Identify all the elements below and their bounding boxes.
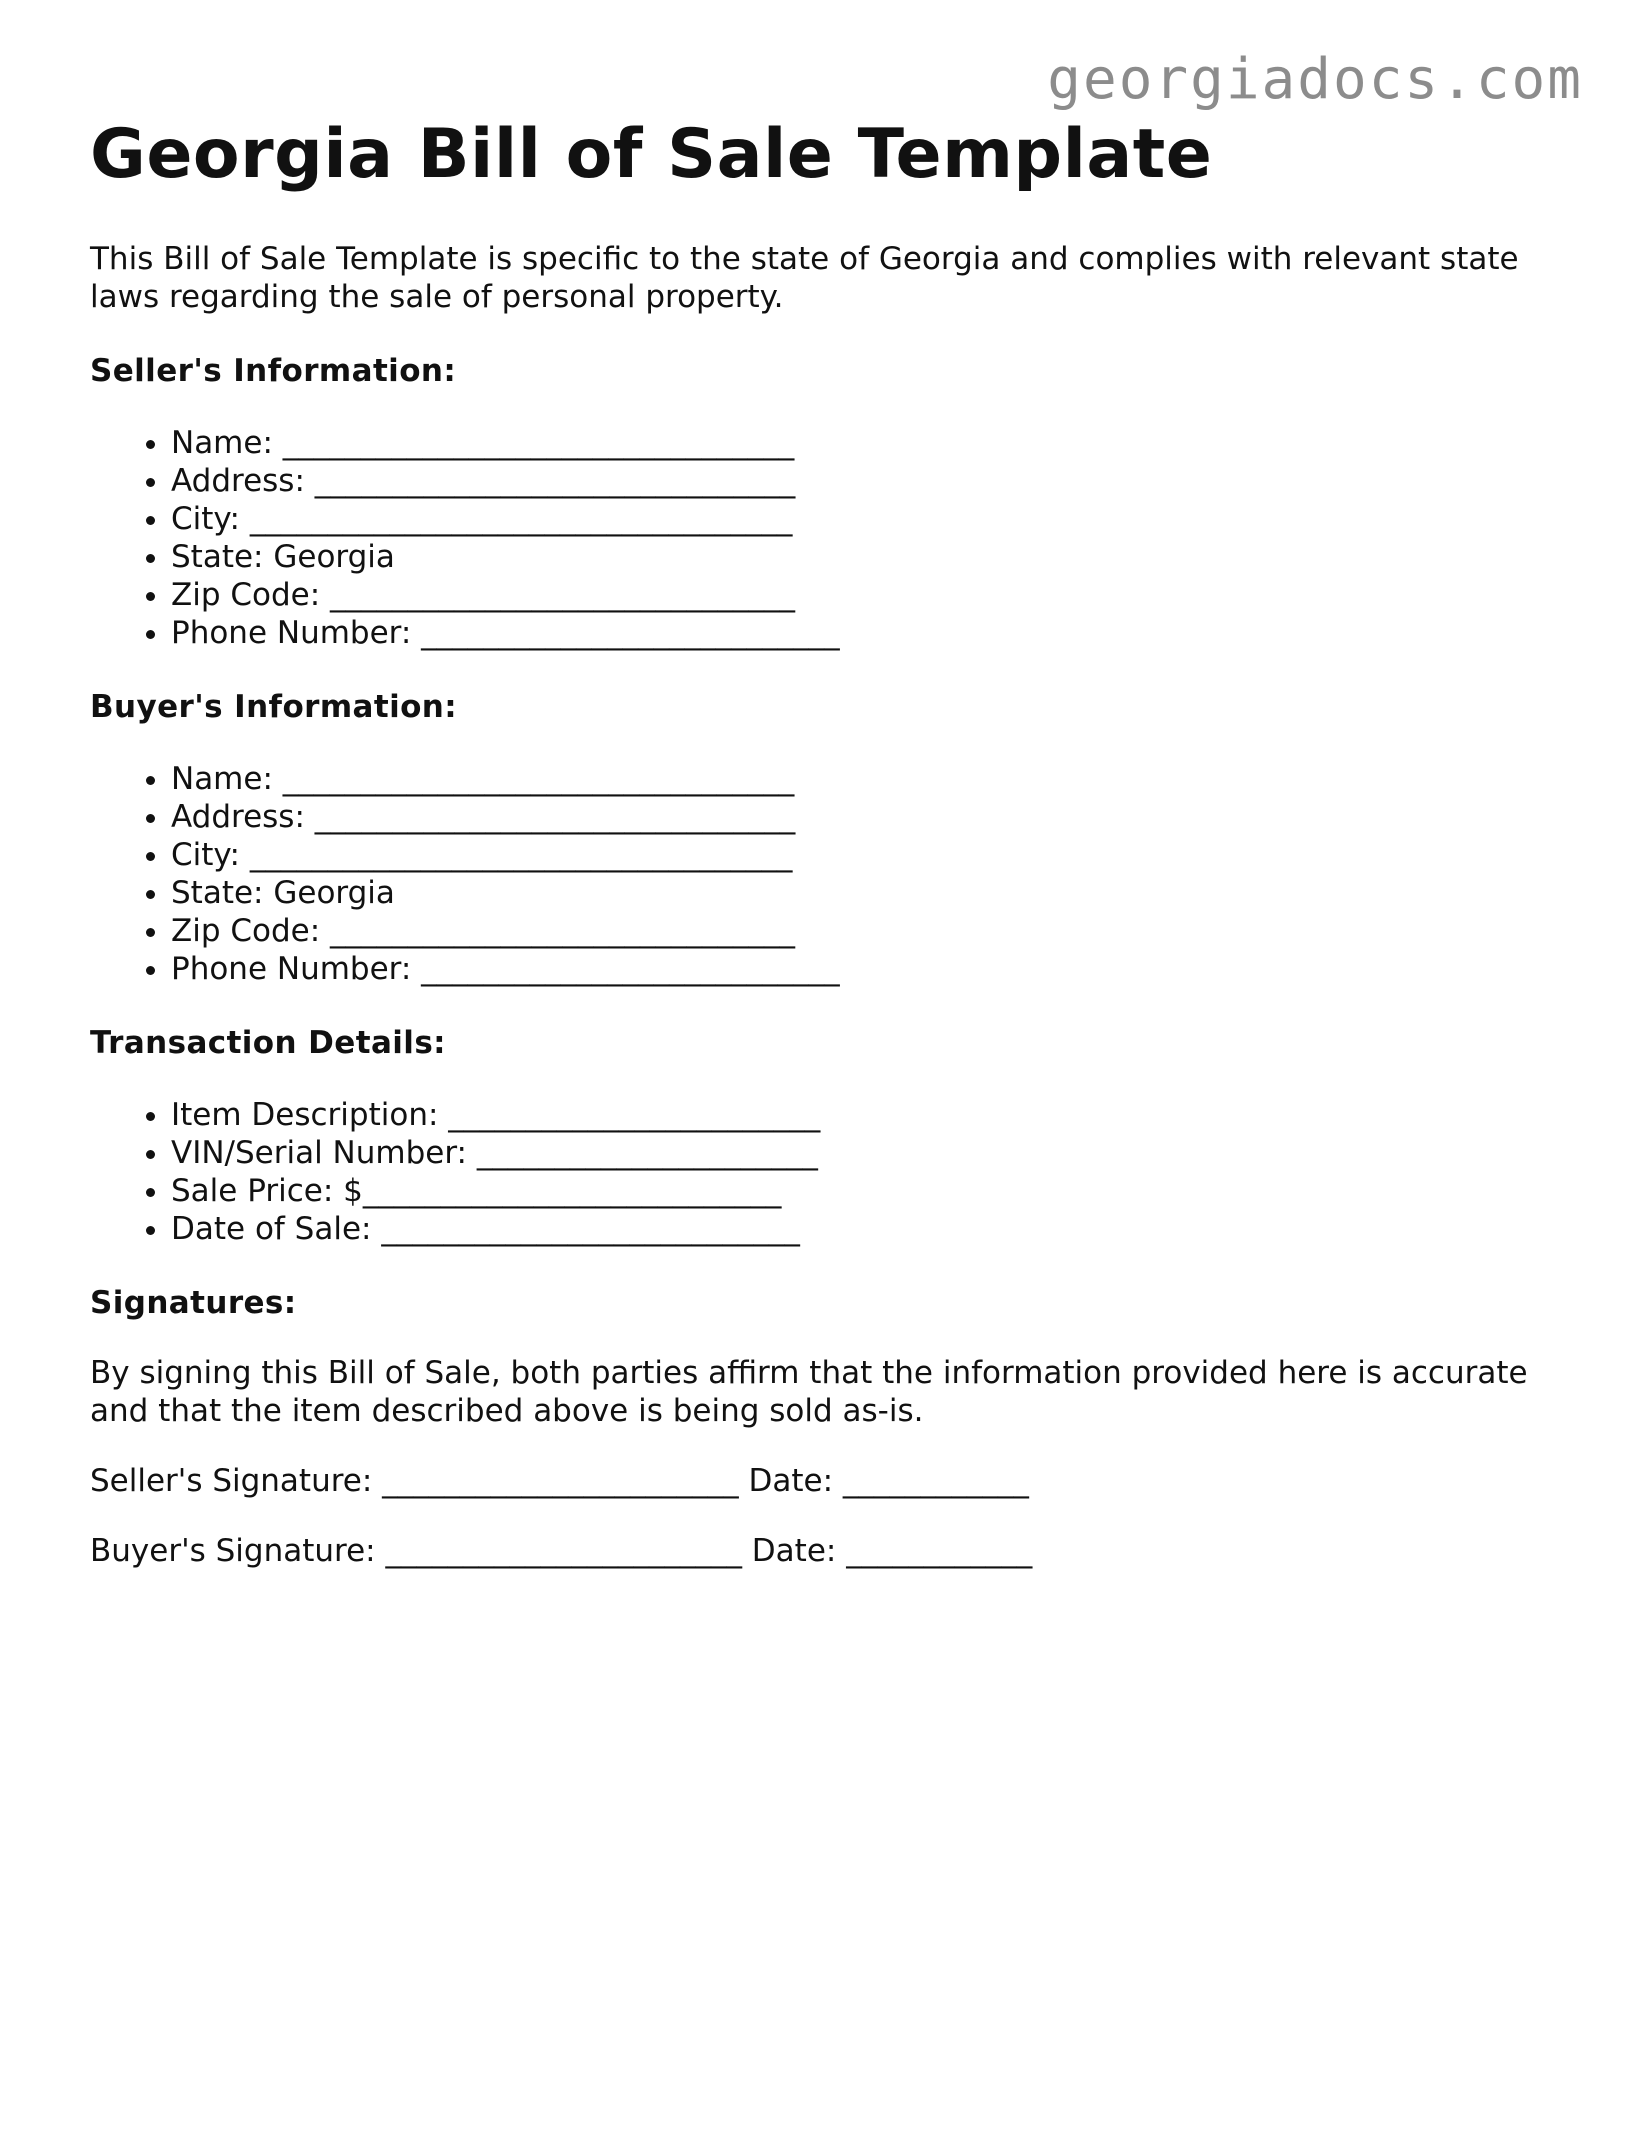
field-label: Phone Number: xyxy=(171,950,422,987)
list-item xyxy=(171,1096,1550,1134)
list-item xyxy=(171,462,1550,500)
list-item xyxy=(171,798,1550,836)
field-label: City: xyxy=(171,500,250,537)
field-label: State: xyxy=(171,538,274,575)
buyer-signature-line: Buyer's Signature: _______________________ Date: ____________ xyxy=(90,1532,1033,1569)
list-item xyxy=(171,1172,1550,1210)
seller-list xyxy=(90,424,1550,652)
field-value: Georgia xyxy=(273,538,395,575)
field-label: VIN/Serial Number: xyxy=(171,1134,477,1171)
list-item xyxy=(171,760,1550,798)
list-item xyxy=(171,1210,1550,1248)
seller-heading: Seller's Information: xyxy=(90,352,457,389)
field-value: Georgia xyxy=(273,874,395,911)
field-label: Name: xyxy=(171,760,283,797)
field-value: _________________________________ xyxy=(282,760,795,797)
list-item xyxy=(171,424,1550,462)
field-value: ___________________________ xyxy=(421,614,840,651)
field-value: ______________________________ xyxy=(330,576,796,613)
seller-signature-line: Seller's Signature: _______________________ Date: ____________ xyxy=(90,1462,1029,1499)
buyer-heading: Buyer's Information: xyxy=(90,688,458,725)
list-item xyxy=(171,614,1550,652)
field-value: _______________________________ xyxy=(314,462,796,499)
transaction-list xyxy=(90,1096,1550,1248)
field-value: _______________________________ xyxy=(314,798,796,835)
field-value: ______________________ xyxy=(476,1134,818,1171)
field-value: ________________________ xyxy=(448,1096,821,1133)
field-label: Sale Price: $ xyxy=(171,1172,363,1209)
field-label: State: xyxy=(171,874,274,911)
list-item xyxy=(171,836,1550,874)
field-label: Address: xyxy=(171,462,315,499)
list-item xyxy=(171,912,1550,950)
list-item xyxy=(171,500,1550,538)
field-value: ___________________________________ xyxy=(249,836,793,873)
field-value: _________________________________ xyxy=(282,424,795,461)
field-value: ___________________________________ xyxy=(249,500,793,537)
list-item xyxy=(171,576,1550,614)
field-value: ___________________________ xyxy=(381,1210,800,1247)
field-label: Date of Sale: xyxy=(171,1210,382,1247)
field-label: Item Description: xyxy=(171,1096,449,1133)
field-value: ______________________________ xyxy=(330,912,796,949)
signatures-heading: Signatures: xyxy=(90,1284,297,1321)
field-label: Address: xyxy=(171,798,315,835)
field-label: Zip Code: xyxy=(171,576,331,613)
field-label: Phone Number: xyxy=(171,614,422,651)
field-label: Name: xyxy=(171,424,283,461)
transaction-heading: Transaction Details: xyxy=(90,1024,446,1061)
affirmation-text: By signing this Bill of Sale, both parties affirm that the information provided here is accurate and that the item described above is being sold as-is. xyxy=(90,1354,1528,1429)
list-item xyxy=(171,950,1550,988)
field-label: Zip Code: xyxy=(171,912,331,949)
list-item xyxy=(171,874,1550,912)
page-title: Georgia Bill of Sale Template xyxy=(90,115,1213,194)
watermark: georgiadocs.com xyxy=(1047,47,1583,112)
field-value: ___________________________ xyxy=(362,1172,782,1209)
buyer-list xyxy=(90,760,1550,988)
document-content xyxy=(90,114,1550,1570)
list-item xyxy=(171,1134,1550,1172)
intro-text: This Bill of Sale Template is specific to the state of Georgia and complies with relevant state laws regarding the sale of personal property. xyxy=(90,240,1519,315)
field-value: ___________________________ xyxy=(421,950,840,987)
field-label: City: xyxy=(171,836,250,873)
list-item xyxy=(171,538,1550,576)
